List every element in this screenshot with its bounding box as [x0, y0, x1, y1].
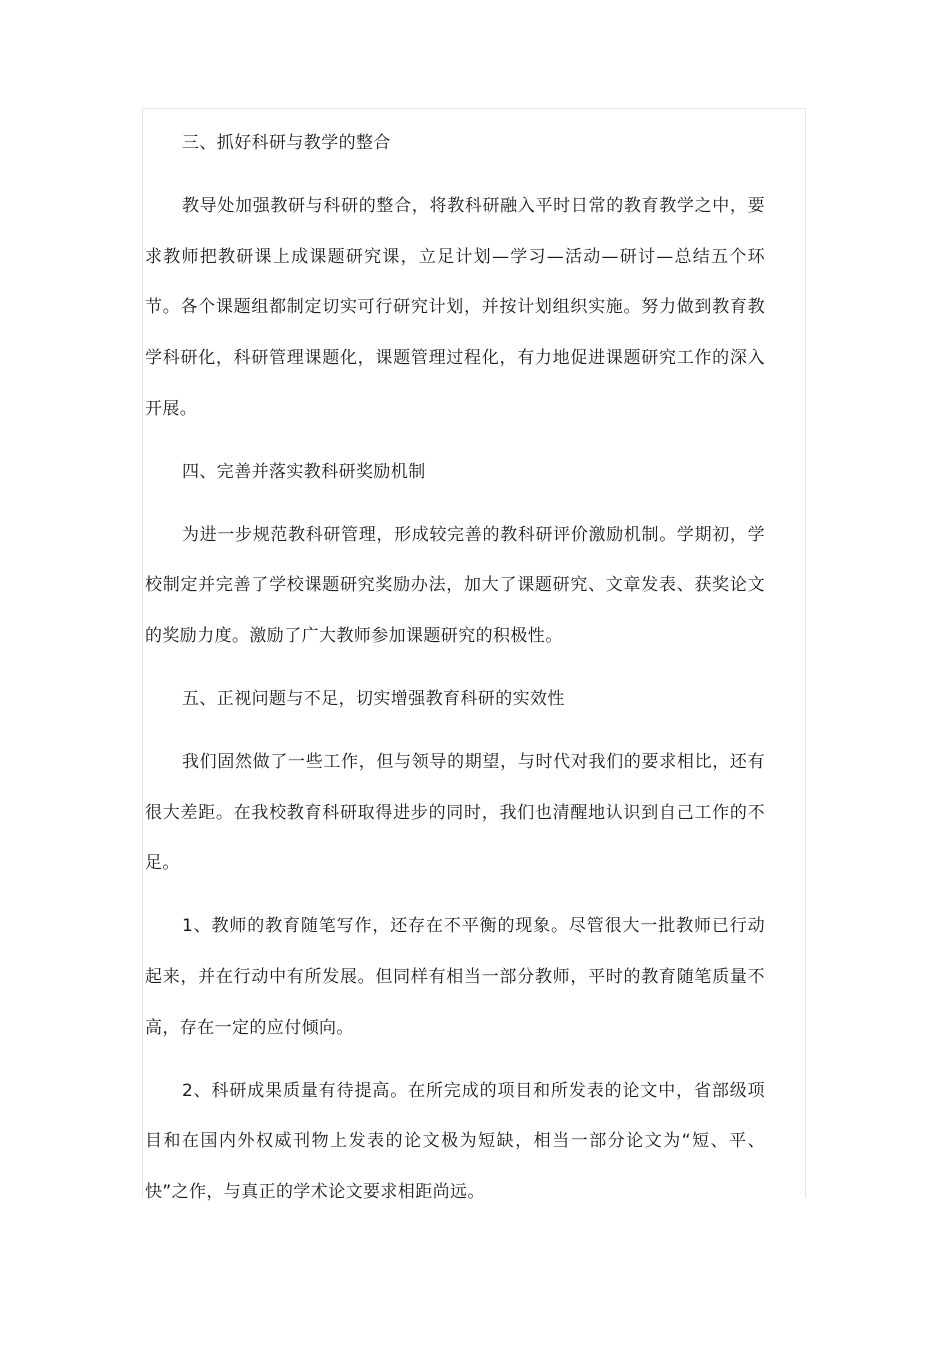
paragraph-shortcoming-1: 1、教师的教育随笔写作，还存在不平衡的现象。尽管很大一批教师已行动起来，并在行动中有所发展。但同样有相当一部分教师，平时的教育随笔质量不高，存在一定的应付倾向。 [145, 916, 765, 1038]
paragraph-shortcoming-2: 2、科研成果质量有待提高。在所完成的项目和所发表的论文中，省部级项目和在国内外权威刊物上发表的论文极为短缺，相当一部分论文为“短、平、快”之作，与真正的学术论文要求相距尚远。 [145, 1080, 765, 1203]
section-heading-4: 四、完善并落实教科研奖励机制 [182, 461, 426, 482]
paragraph-reward-mechanism: 为进一步规范教科研管理，形成较完善的教科研评价激励机制。学期初，学校制定并完善了学校课题研究奖励办法，加大了课题研究、文章发表、获奖论文的奖励力度。激励了广大教师参加课题研究的积极性。 [145, 524, 765, 647]
section-heading-5: 五、正视问题与不足，切实增强教育科研的实效性 [182, 688, 565, 709]
paragraph-shortcomings-intro: 我们固然做了一些工作，但与领导的期望，与时代对我们的要求相比，还有很大差距。在我校教育科研取得进步的同时，我们也清醒地认识到自己工作的不足。 [145, 751, 765, 874]
document-body [145, 118, 765, 1218]
section-heading-3: 三、抓好科研与教学的整合 [182, 133, 391, 153]
paragraph-teaching-research-integration: 教导处加强教研与科研的整合，将教科研融入平时日常的教育教学之中，要求教师把教研课上成课题研究课，立足计划—学习—活动—研讨—总结五个环节。各个课题组都制定切实可行研究计划，并按计划组织实施。努力做到教育教学科研化，科研管理课题化，课题管理过程化，有力地促进课题研究工作的深入开展。 [145, 195, 765, 419]
